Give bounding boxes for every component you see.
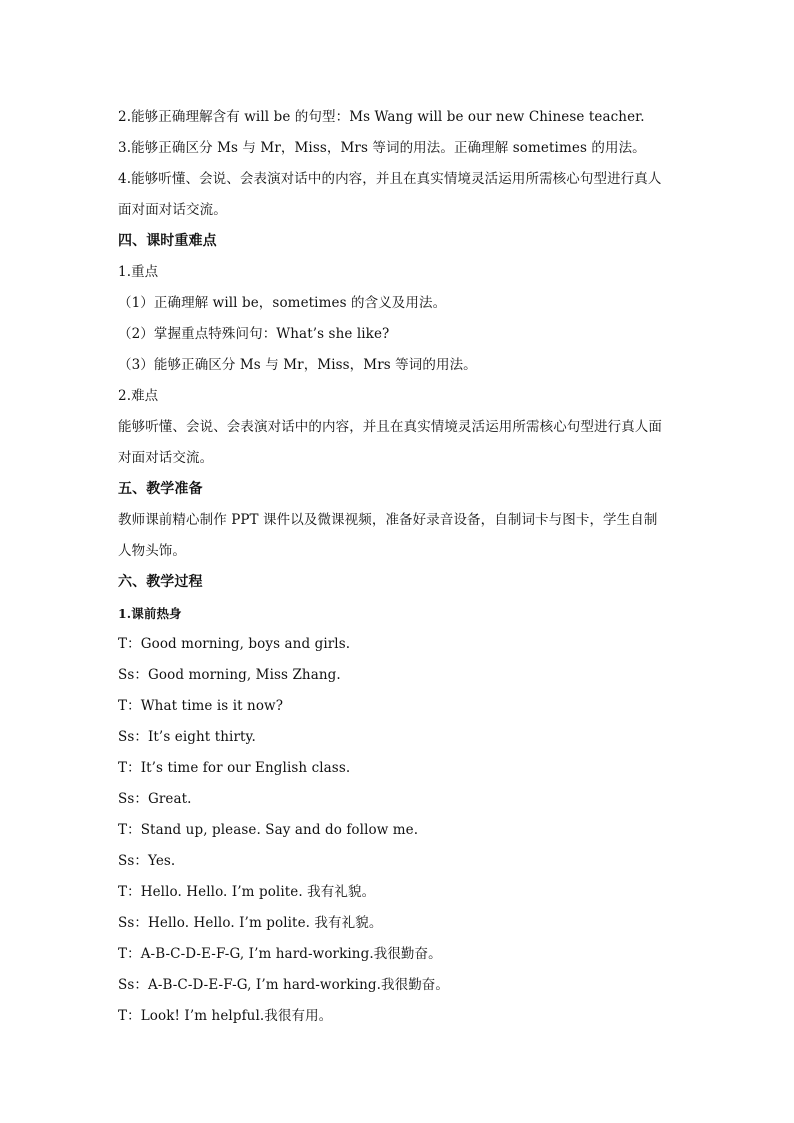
key-points-title: 1.重点 <box>118 264 159 280</box>
dialogue-line: T：Stand up, please. Say and do follow me. <box>118 822 419 838</box>
objective-item-4-line-2: 面对面对话交流。 <box>118 202 227 218</box>
dialogue-line: T：A-B-C-D-E-F-G, I’m hard-working.我很勤奋。 <box>118 946 442 962</box>
dialogue-line: Ss：A-B-C-D-E-F-G, I’m hard-working.我很勤奋。 <box>118 977 449 993</box>
dialogue-line: T：Hello. Hello. I’m polite. 我有礼貌。 <box>118 884 376 900</box>
dialogue-line: Ss：Great. <box>118 791 192 807</box>
objective-item-3: 3.能够正确区分 Ms 与 Mr，Miss，Mrs 等词的用法。正确理解 sometimes 的用法。 <box>118 140 646 156</box>
difficult-points-title: 2.难点 <box>118 388 159 404</box>
difficult-points-line-2: 对面对话交流。 <box>118 450 214 466</box>
dialogue-line: T：Look! I’m helpful.我很有用。 <box>118 1008 333 1024</box>
objective-item-4-line-1: 4.能够听懂、会说、会表演对话中的内容，并且在真实情境灵活运用所需核心句型进行真人 <box>118 171 662 187</box>
dialogue-line: Ss：Yes. <box>118 853 176 869</box>
warm-up-subheading: 1.课前热身 <box>118 606 182 621</box>
dialogue-line: Ss：Hello. Hello. I’m polite. 我有礼貌。 <box>118 915 383 931</box>
dialogue-line: Ss：It’s eight thirty. <box>118 729 256 745</box>
dialogue-line: Ss：Good morning, Miss Zhang. <box>118 667 341 683</box>
key-point-1: （1）正确理解 will be，sometimes 的含义及用法。 <box>118 295 447 311</box>
difficult-points-line-1: 能够听懂、会说、会表演对话中的内容，并且在真实情境灵活运用所需核心句型进行真人面 <box>118 419 662 435</box>
section-6-heading: 六、教学过程 <box>118 574 203 590</box>
dialogue-line: T：It’s time for our English class. <box>118 760 351 776</box>
document-page <box>118 102 688 1032</box>
section-5-heading: 五、教学准备 <box>118 481 203 497</box>
key-point-2: （2）掌握重点特殊问句：What’s she like? <box>118 326 390 342</box>
key-point-3: （3）能够正确区分 Ms 与 Mr，Miss，Mrs 等词的用法。 <box>118 357 477 373</box>
dialogue-line: T：What time is it now? <box>118 698 284 714</box>
preparation-line-1: 教师课前精心制作 PPT 课件以及微课视频，准备好录音设备，自制词卡与图卡，学生自制 <box>118 512 658 528</box>
preparation-line-2: 人物头饰。 <box>118 543 186 559</box>
dialogue-line: T：Good morning, boys and girls. <box>118 636 351 652</box>
objective-item-2: 2.能够正确理解含有 will be 的句型：Ms Wang will be our new Chinese teacher. <box>118 109 645 125</box>
section-4-heading: 四、课时重难点 <box>118 233 217 249</box>
